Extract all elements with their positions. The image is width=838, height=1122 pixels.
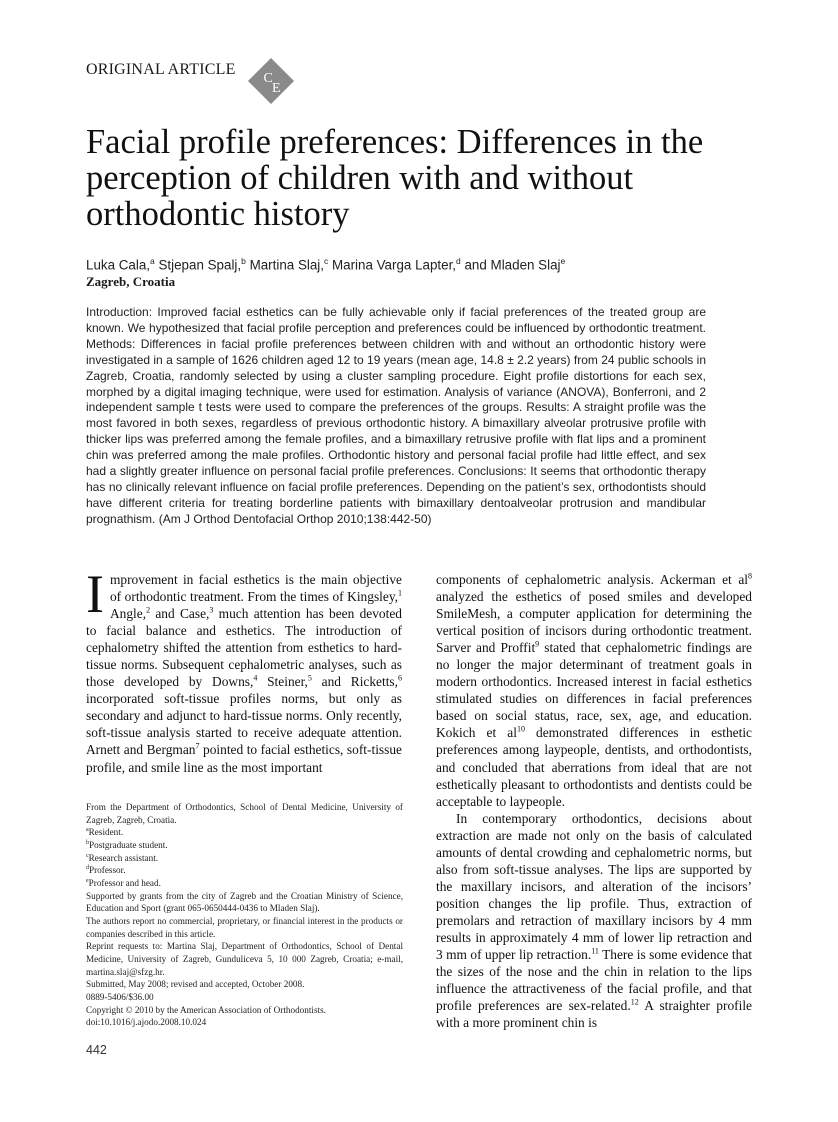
footnote-support: Supported by grants from the city of Zagreb and the Croatian Ministry of Science, Education and Sport (grant 065-0650444-0436 to Mladen Slaj). [86, 890, 403, 914]
reference-marker[interactable]: 10 [516, 724, 525, 734]
intro-text [86, 564, 402, 775]
author-location: Zagreb, Croatia [86, 274, 176, 289]
reference-marker[interactable]: 6 [398, 673, 402, 683]
author-name: Stjepan Spalj, [154, 257, 242, 273]
body-text: Steiner, [257, 674, 308, 690]
footnote-role [86, 864, 403, 877]
page-number: 442 [86, 1043, 107, 1057]
author-name: Marina Varga Lapter, [328, 257, 457, 273]
footnotes [86, 801, 403, 1029]
footnote-marker: d [86, 865, 89, 872]
body-column-right [436, 571, 752, 1031]
footnote-marker: c [86, 852, 89, 859]
footnote-role-text: Research assistant. [88, 852, 159, 863]
body-text: There is some evidence that the sizes of the nose and the chin in relation to the lips influence the attractiveness of the facial profile, and that profile preferences are sex-related. [436, 947, 752, 1014]
body-text: demonstrated differences in esthetic preferences among laypeople, dentists, and orthodontists, and concluded that aberrations from ideal that are not esthetically pleasant to orthodontists and dentists could be acceptable to laypeople. [436, 725, 752, 809]
footnote-marker: e [86, 877, 89, 884]
ce-letter-c: C [263, 71, 273, 86]
reference-marker[interactable]: 2 [146, 605, 151, 615]
author-name: Luka Cala, [86, 257, 151, 273]
footnote-marker: b [86, 839, 89, 846]
body-text: mprovement in facial esthetics is the main objective of orthodontic treatment. From the times of Kingsley, [109, 572, 402, 605]
author-name: Martina Slaj, [245, 257, 324, 273]
footnote-role [86, 852, 403, 865]
reference-marker[interactable]: 12 [630, 997, 639, 1007]
footnote-roles [86, 826, 403, 889]
footnote-role [86, 877, 403, 890]
body-text: incorporated soft-tissue profiles norms, but only as secondary and adjunct to hard-tissue norms. Only recently, soft-tissue analysis started to receive adequate attention. Arnett and Bergman [86, 691, 402, 758]
footnote-marker: a [86, 827, 89, 834]
drop-cap: I [86, 564, 104, 624]
article-type-label: ORIGINAL ARTICLE [86, 61, 236, 78]
author-affiliation-marker: b [241, 256, 246, 266]
body-column-left [86, 564, 402, 776]
author-affiliation-marker: a [150, 256, 155, 266]
reference-marker[interactable]: 9 [535, 639, 540, 649]
footnote-copyright: Copyright © 2010 by the American Association of Orthodontists. [86, 1004, 326, 1015]
footnote-issn: 0889-5406/$36.00 [86, 991, 154, 1002]
footnote-reprint: Reprint requests to: Martina Slaj, Department of Orthodontics, School of Dental Medicine, University of Zagreb, Gunduliceva 5, 10 000 Zagreb, Croatia; e-mail, martina.slaj@sfzg.hr. [86, 941, 403, 977]
footnote-role-text: Professor. [89, 865, 126, 876]
body-text: much attention has been devoted to facial balance and esthetics. The introduction of cephalometry shifted the attention from esthetics to hard-tissue norms. Subsequent cephalometric analyses, such as those developed by Downs, [86, 606, 402, 690]
reference-marker[interactable]: 3 [209, 605, 214, 615]
abstract: Introduction: Improved facial esthetics can be fully achievable only if facial preferences of the treated group are known. We hypothesized that facial profile perception and preferences could be influenced by orthodontic treatment. Methods: Differences in facial profile preferences between children with and without an orthodontic history were investigated in a sample of 1626 children aged 12 to 19 years (mean age, 14.8 ± 2.2 years) from 24 public schools in Zagreb, Croatia, randomly selected by using a cluster sampling procedure. Eight profile distortions for each sex, morphed by a digital imaging technique, were used for estimation. Analysis of variance (ANOVA), Bonferroni, and 2 independent sample t tests were used to compare the preferences of the groups. Results: A straight profile was the most favored in both sexes, regardless of previous orthodontic history. A bimaxillary alveolar protrusive profile with thicker lips was preferred among the female profiles, and a bimaxillary retrusive profile with flat lips and a prominent chin was preferred among the male profiles. Orthodontic history and personal facial profile had little effect, and sex had a slightly greater influence on personal facial profile preferences. Conclusions: It seems that orthodontic therapy has no clinically relevant influence on facial profile preferences. Depending on the patient’s sex, orthodontists should have different criteria for treating borderline patients with bimaxillary dentoalveolar protrusion and mandibular prognathism. (Am J Orthod Dentofacial Orthop 2010;138:442-50) [86, 305, 706, 526]
ce-badge-icon [247, 57, 295, 105]
body-text: analyzed the esthetics of posed smiles and developed SmileMesh, a computer application for determining the vertical position of incisors during orthodontic treatment. Sarver and Proffit [436, 589, 752, 656]
body-text: and Ricketts, [311, 674, 398, 690]
footnote-doi: doi:10.1016/j.ajodo.2008.10.024 [86, 1017, 207, 1028]
body-text: pointed to facial esthetics, soft-tissue profile, and smile line as the most important [86, 742, 402, 775]
footnote-role-text: Postgraduate student. [89, 839, 168, 850]
author-affiliation-marker: c [324, 256, 329, 266]
author-affiliation-marker: e [560, 256, 566, 266]
reference-marker[interactable]: 7 [195, 742, 200, 751]
reference-marker[interactable]: 8 [748, 571, 752, 581]
article-title: Facial profile preferences: Differences in the perception of children with and without orthodontic history [86, 123, 704, 233]
body-text: stated that cephalometric findings are no longer the major determinant of treatment goals in modern orthodontics. Increased interest in facial esthetics stimulated studies on differences in facial preferences based on social status, race, sex, age, and education. Kokich et al [436, 640, 752, 741]
body-text: A straighter profile with a more prominent chin is [436, 998, 752, 1031]
reference-marker[interactable]: 5 [307, 673, 312, 683]
body-text: components of cephalometric analysis. Ackerman et al [436, 572, 748, 587]
author-affiliation-marker: d [456, 256, 461, 266]
author-name: and Mladen Slaj [460, 257, 561, 273]
body-text: In contemporary orthodontics, decisions about extraction are made not only on the basis of calculated amounts of dental crowding and cephalometric norms, but also from soft-tissue analyses. The lips are supported by the maxillary incisors, and alteration of the incisors’ position changes the lip profile. Thus, extraction of premolars and retraction of maxillary incisors by 4 mm results in approximately 4 mm of lower lip retraction and 3 mm of upper lip retraction. [436, 810, 752, 963]
footnote-submitted: Submitted, May 2008; revised and accepted, October 2008. [86, 979, 305, 990]
body-paragraph [436, 571, 752, 810]
footnote-role [86, 839, 403, 852]
reference-marker[interactable]: 1 [398, 588, 402, 598]
footnote-disclosure: The authors report no commercial, proprietary, or financial interest in the products or companies described in this article. [86, 915, 403, 939]
body-paragraph [436, 810, 752, 1032]
footnote-role-text: Professor and head. [88, 877, 161, 888]
author-list [86, 256, 565, 272]
footnote-role-text: Resident. [88, 827, 124, 838]
body-text: and Case, [150, 606, 210, 622]
reference-marker[interactable]: 11 [591, 946, 599, 956]
intro-paragraph [86, 564, 402, 776]
footnote-affiliation: From the Department of Orthodontics, School of Dental Medicine, University of Zagreb, Zagreb, Croatia. [86, 802, 403, 825]
body-text: Angle, [109, 606, 147, 622]
reference-marker[interactable]: 4 [253, 673, 258, 683]
ce-letter-e: E [272, 81, 281, 96]
footnote-role [86, 826, 403, 839]
